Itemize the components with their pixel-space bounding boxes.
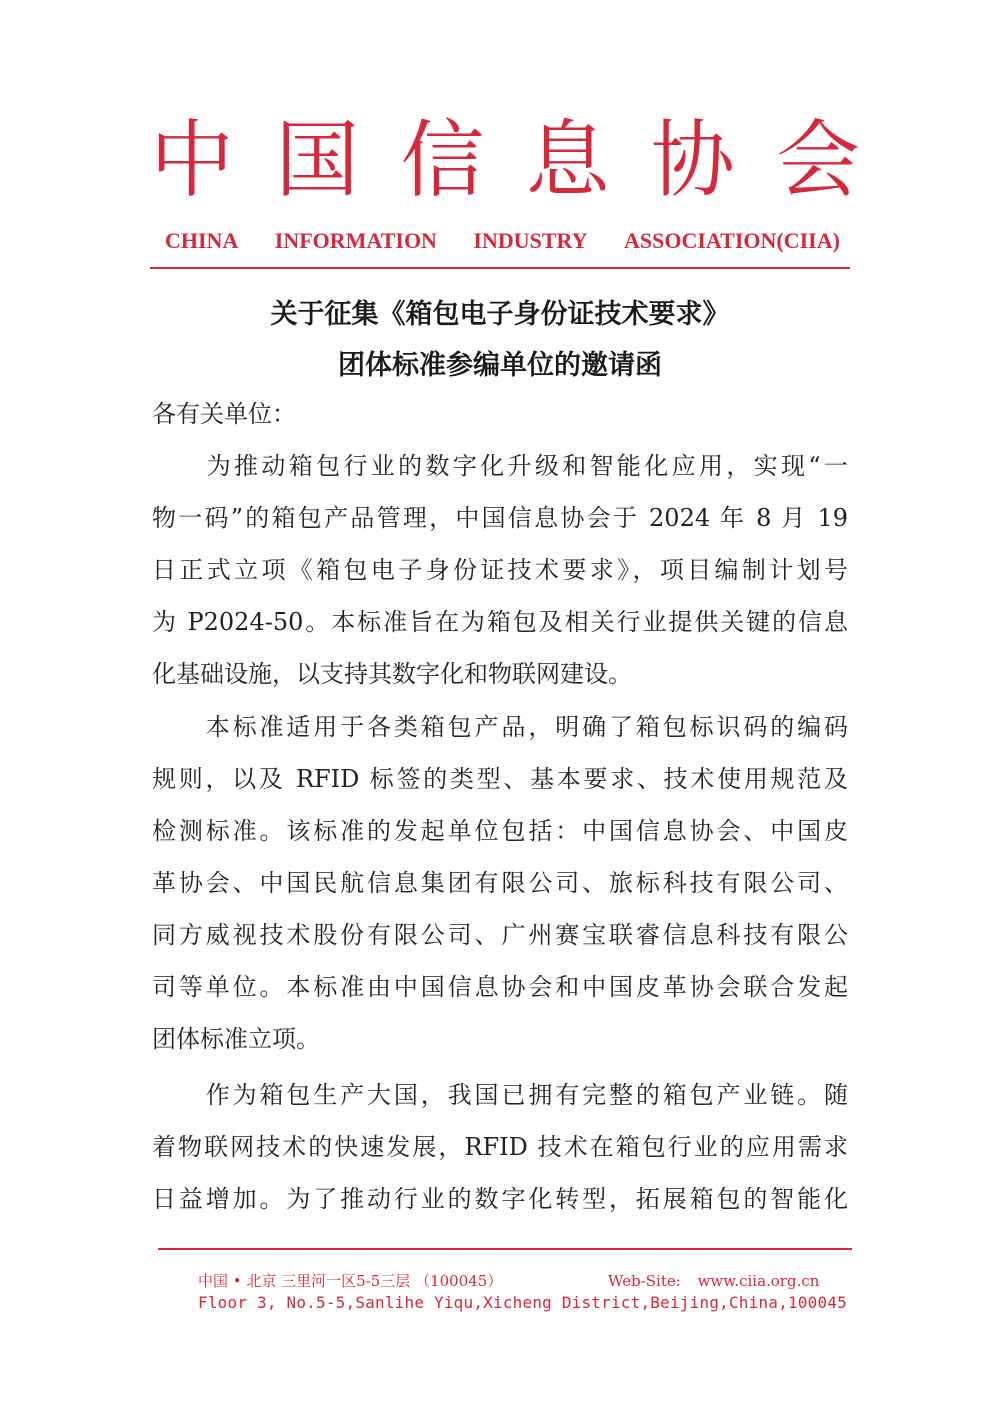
body-line: 为 P2024-50。本标准旨在为箱包及相关行业提供关键的信息 [152,608,848,636]
footer-address-cn: 中国 • 北京 三里河一区5-5三层 （100045） [198,1272,503,1290]
footer-divider [158,1248,852,1250]
footer-website-url[interactable]: www.ciia.org.cn [697,1272,820,1290]
body-line: 同方威视技术股份有限公司、广州赛宝联睿信息科技有限公 [152,921,848,949]
body-line: 日益增加。为了推动行业的数字化转型，拓展箱包的智能化 [152,1185,848,1213]
org-name-en-word: INDUSTRY [473,228,588,253]
body-line: 规则，以及 RFID 标签的类型、基本要求、技术使用规范及 [152,765,848,793]
org-name-cn [150,112,860,208]
org-name-en-word: CHINA [165,228,239,253]
body-line: 为推动箱包行业的数字化升级和智能化应用，实现“一 [152,452,848,480]
org-name-char: 息 [525,111,610,209]
body-line: 革协会、中国民航信息集团有限公司、旅标科技有限公司、 [152,869,848,897]
org-name-char: 中 [150,111,235,209]
footer-website-label: Web-Site: [608,1272,681,1290]
body-paragraph-3 [152,1069,848,1225]
org-name-char: 信 [400,111,485,209]
document-title-line-1: 关于征集《箱包电子身份证技术要求》 [270,299,730,330]
org-name-char: 国 [275,111,360,209]
body-line: 司等单位。本标准由中国信息协会和中国皮革协会联合发起 [152,973,848,1001]
org-name-char: 协 [650,111,735,209]
body-paragraph-2 [152,701,848,1065]
body-line: 着物联网技术的快速发展，RFID 技术在箱包行业的应用需求 [152,1133,848,1161]
body-line: 本标准适用于各类箱包产品，明确了箱包标识码的编码 [152,713,848,741]
org-name-en [165,226,840,256]
body-paragraph-1 [152,440,848,700]
body-line: 物一码”的箱包产品管理，中国信息协会于 2024 年 8 月 19 [152,504,848,532]
org-name-char: 会 [775,111,860,209]
body-line: 检测标准。该标准的发起单位包括：中国信息协会、中国皮 [152,817,848,845]
body-line: 团体标准立项。 [152,1025,320,1053]
body-line: 日正式立项《箱包电子身份证技术要求》，项目编制计划号 [152,556,848,584]
salutation: 各有关单位： [152,400,296,428]
body-line: 化基础设施，以支持其数字化和物联网建设。 [152,660,632,688]
document-title-line-2: 团体标准参编单位的邀请函 [338,350,662,381]
footer-address-en: Floor 3, No.5-5,Sanlihe Yiqu,Xicheng District,Beijing,China,100045 [198,1293,847,1312]
org-name-en-word: INFORMATION [274,228,437,253]
footer-website [608,1270,819,1292]
header-divider [150,267,850,269]
body-line: 作为箱包生产大国，我国已拥有完整的箱包产业链。随 [152,1081,848,1109]
org-name-en-word: ASSOCIATION(CIIA) [624,228,840,253]
